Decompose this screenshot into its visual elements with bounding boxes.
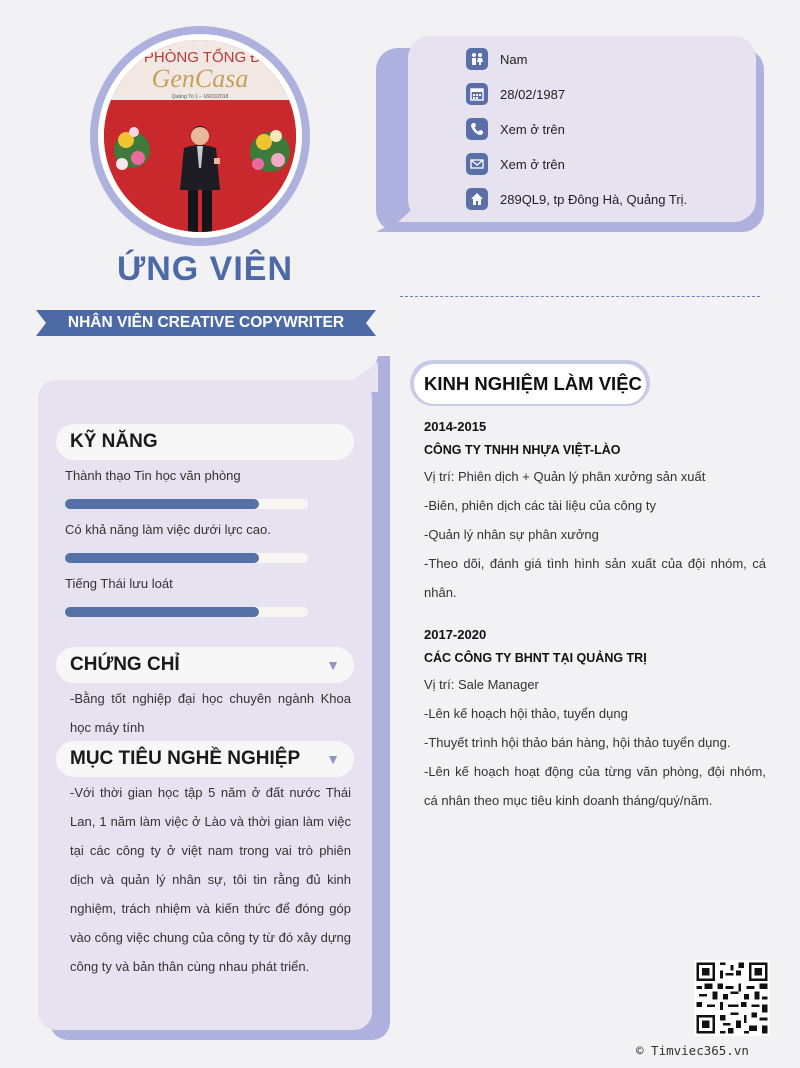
qr-code — [694, 960, 770, 1036]
skill-bar-fill — [65, 607, 259, 617]
birthday-value: 28/02/1987 — [500, 86, 566, 102]
photo-caption: Quảng Trị 1 – 16/03/2018 — [171, 94, 229, 100]
skill-label: Có khả năng làm việc dưới lực cao. — [65, 522, 271, 537]
certificates-text: -Bằng tốt nghiệp đại học chuyên ngành Khoa học máy tính — [70, 691, 351, 735]
experience-title: KINH NGHIỆM LÀM VIỆC — [424, 373, 642, 394]
job-detail: Vị trí: Sale Manager — [424, 677, 539, 692]
skills-title: KỸ NĂNG — [70, 431, 158, 452]
contact-address — [466, 187, 687, 211]
objective-text: -Với thời gian học tập 5 năm ở đất nước Thái Lan, 1 năm làm việc ở Lào và thời gian làm việc tại các công ty ở việt nam trong vai trò phiên dịch và quản lý nhân sự, tôi tin rằng đủ kinh nghiệm, trách nhiệm và kiến thức để đóng góp vào công việc chung của công ty từ đó xây dựng công ty và bản thân cùng nhau phát triển. — [70, 785, 351, 974]
skill-bar — [65, 553, 308, 563]
skill-bar-fill — [65, 553, 259, 563]
skills-header — [56, 424, 354, 460]
certificates-header[interactable] — [56, 647, 354, 683]
job-company: CÔNG TY TNHH NHỰA VIỆT-LÀO — [424, 443, 621, 457]
address-value: 289QL9, tp Đông Hà, Quảng Trị. — [500, 191, 688, 207]
job-detail: -Theo dõi, đánh giá tình hình sản xuất của đội nhóm, cá nhân. — [424, 556, 766, 600]
contact-tail — [398, 186, 438, 222]
job-period: 2014-2015 — [424, 419, 487, 434]
job-period: 2017-2020 — [424, 627, 487, 642]
skill-label: Thành thạo Tin học văn phòng — [65, 468, 241, 483]
email-value: Xem ở trên — [500, 156, 565, 172]
copyright: © Timviec365.vn — [636, 1043, 749, 1058]
triangle-down-icon[interactable]: ▼ — [326, 657, 340, 673]
triangle-down-icon[interactable]: ▼ — [326, 751, 340, 767]
contact-email — [466, 152, 565, 176]
home-icon — [466, 188, 488, 210]
position-ribbon — [36, 308, 376, 338]
photo-banner-text: N PHÒNG TỔNG ĐẠ — [128, 49, 272, 66]
position-title: NHÂN VIÊN CREATIVE COPYWRITER — [67, 314, 345, 331]
job-detail: -Lên kế hoạch hoạt động của từng văn phòng, đội nhóm, cá nhân theo mục tiêu kinh doanh tháng/quý/năm. — [424, 764, 766, 808]
job-detail: -Biên, phiên dịch các tài liệu của công ty — [424, 498, 656, 513]
contact-birthday — [466, 82, 565, 106]
certificates-title: CHỨNG CHỈ — [70, 654, 180, 675]
gender-value: Nam — [500, 51, 528, 67]
objective-header[interactable] — [56, 741, 354, 777]
job-detail: -Lên kế hoạch hội thảo, tuyển dụng — [424, 706, 628, 721]
job-detail: -Thuyết trình hội thảo bán hàng, hội thảo tuyển dụng. — [424, 735, 731, 750]
candidate-name: ỨNG VIÊN — [116, 250, 293, 288]
avatar — [104, 40, 296, 232]
gender-icon — [466, 48, 488, 70]
contact-gender — [466, 47, 527, 71]
avatar-frame — [90, 26, 310, 246]
objective-title: MỤC TIÊU NGHỀ NGHIỆP — [70, 748, 301, 769]
skill-bar — [65, 499, 308, 509]
skill-bar — [65, 607, 308, 617]
skill-bar-fill — [65, 499, 259, 509]
experience-header — [414, 364, 646, 404]
phone-value: Xem ở trên — [500, 121, 565, 137]
job-company: CÁC CÔNG TY BHNT TẠI QUẢNG TRỊ — [424, 651, 647, 665]
skill-label: Tiếng Thái lưu loát — [65, 576, 173, 591]
email-icon — [466, 153, 488, 175]
phone-icon — [466, 118, 488, 140]
photo-brand: GenCasa — [151, 64, 249, 93]
divider — [400, 296, 760, 297]
job-detail: -Quản lý nhân sự phân xưởng — [424, 527, 599, 542]
left-panel-tail — [336, 362, 378, 392]
contact-phone — [466, 117, 565, 141]
calendar-icon — [466, 83, 488, 105]
job-detail: Vị trí: Phiên dịch + Quản lý phân xưởng sản xuất — [424, 469, 706, 484]
